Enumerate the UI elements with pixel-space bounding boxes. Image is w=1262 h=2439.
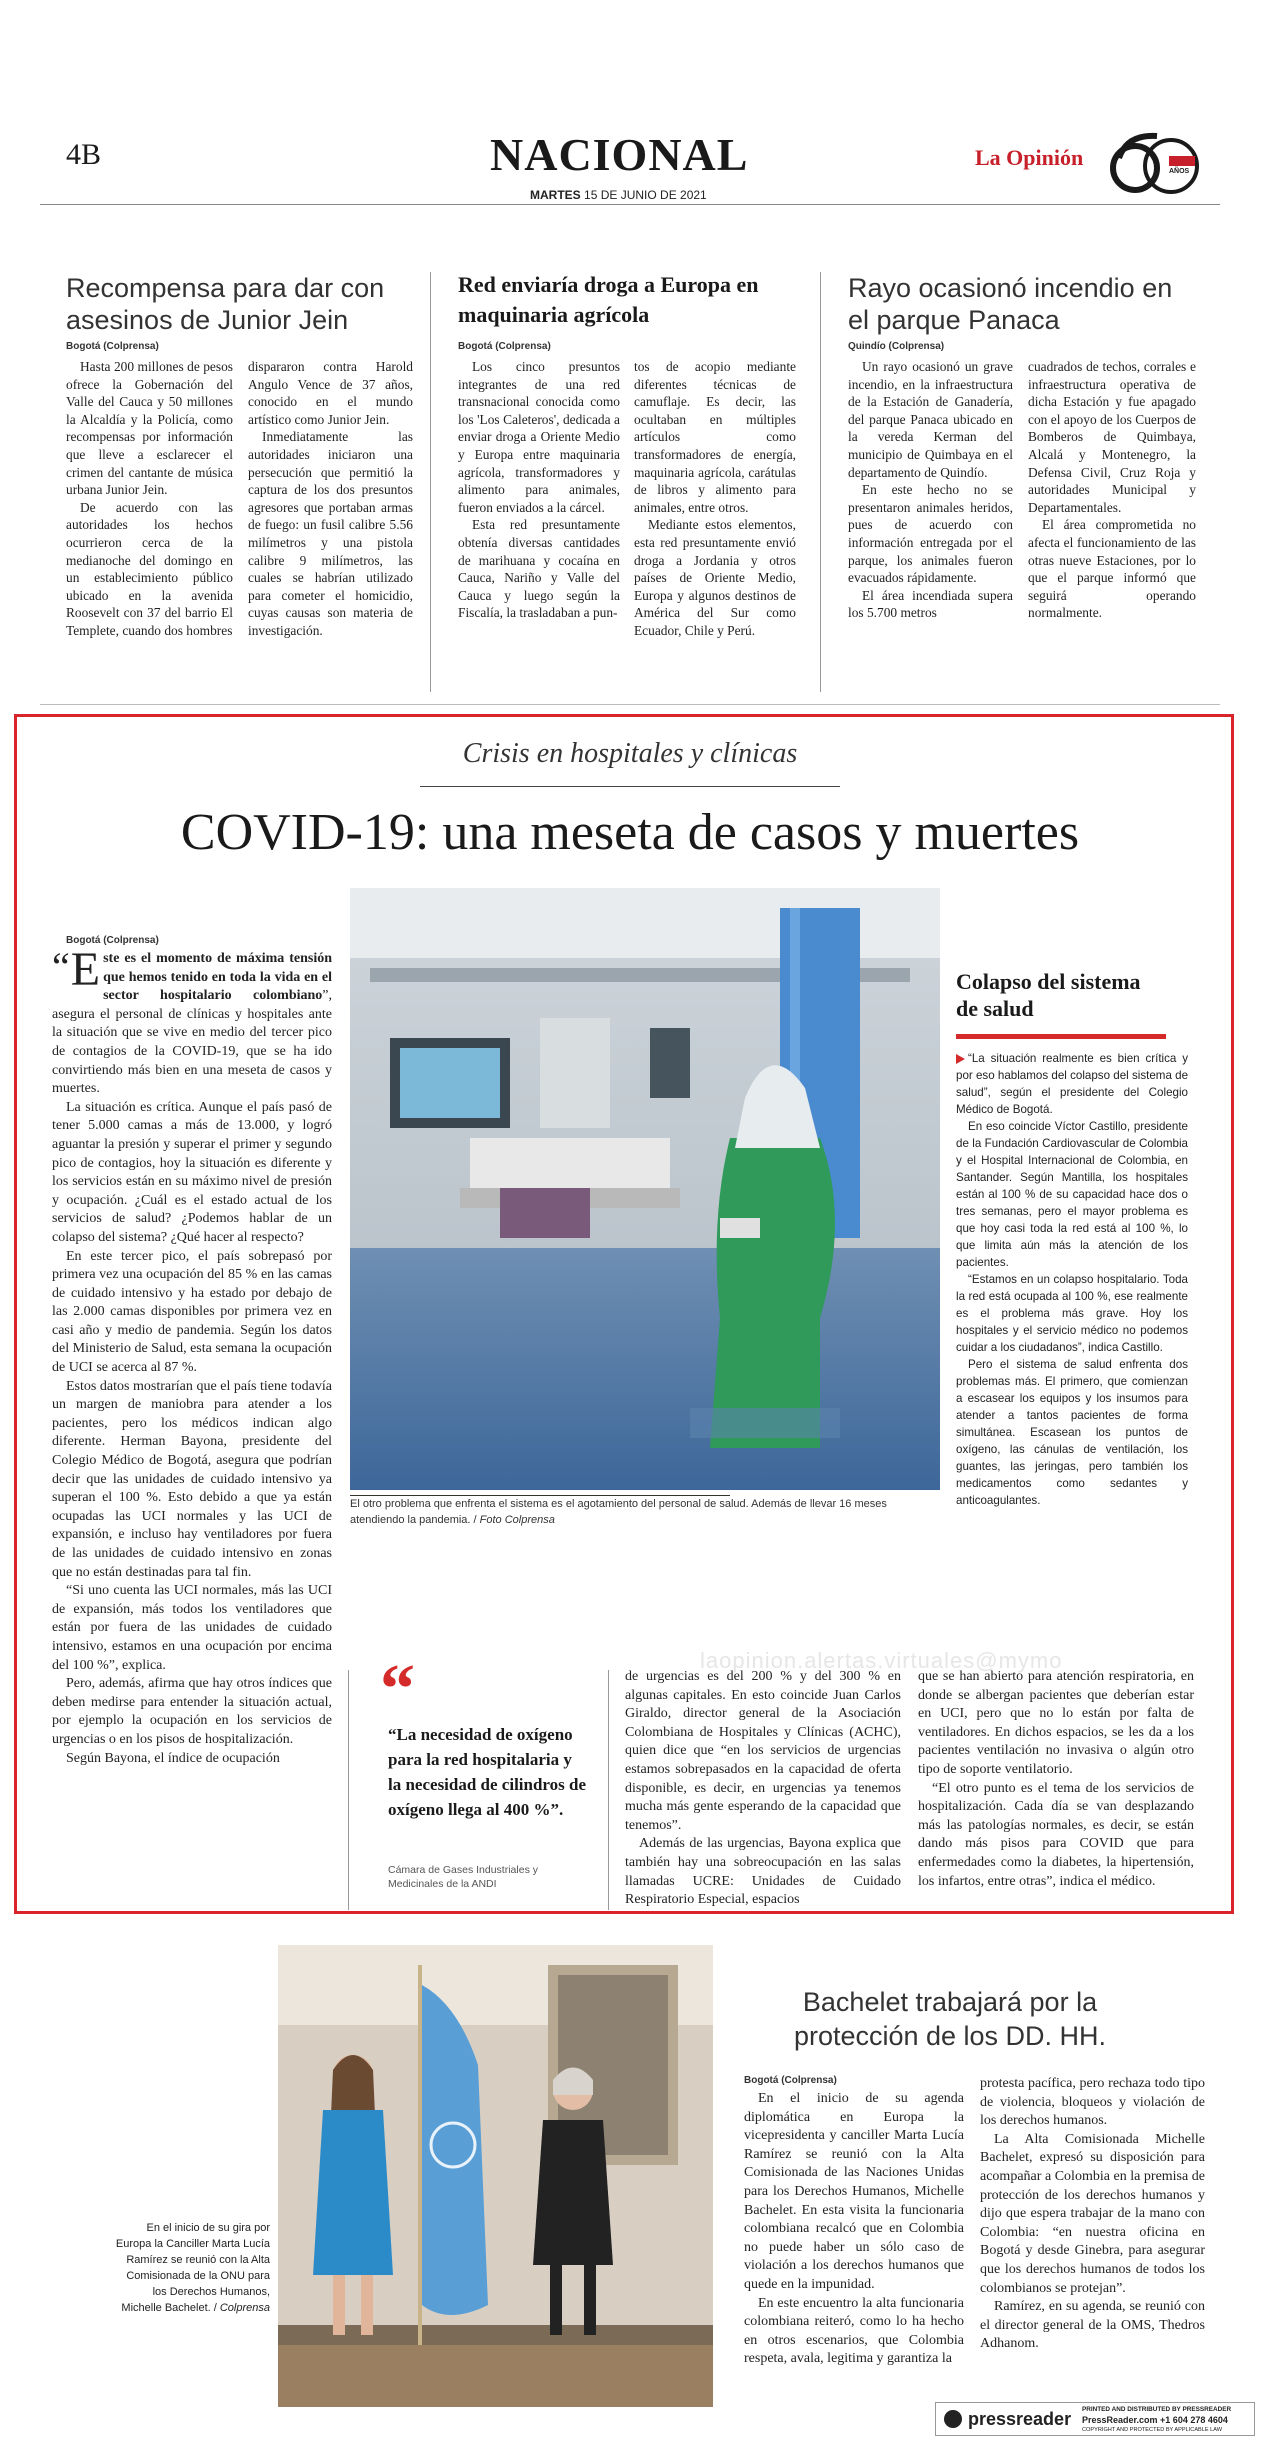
main-kicker: Crisis en hospitales y clínicas <box>462 738 798 769</box>
brand-logo: La Opinión <box>975 145 1084 170</box>
paragraph: El área incendiada supera los 5.700 metros <box>848 587 1013 621</box>
lead-bold: ste es el momento de máxima tensión que hemos tenido en toda la vida en el sector hospitalario colombiano <box>103 951 332 1004</box>
story1-credit: Bogotá (Colprensa) <box>66 341 159 352</box>
dropcap-letter: E <box>70 943 101 996</box>
paragraph: La situación es crítica. Aunque el país pasó de tener 5.000 camas a más de 13.000, y logró aguantar la presión y superar el primer y segundo pico de contagios, hoy la situación es diferente y los servicios están en su máximo nivel de presión y ocupación. ¿Cuál es el estado actual de los servicios de salud? ¿Podemos hablar de un colapso del sistema? ¿Qué hacer al respecto? <box>52 1099 332 1245</box>
story3-col2 <box>1028 358 1196 622</box>
story3-col1 <box>848 358 1013 622</box>
story2-col1 <box>458 358 620 622</box>
column-divider <box>820 272 821 692</box>
paragraph: De acuerdo con las autoridades los hechos ocurrieron cerca de la medianoche del domingo en un establecimiento público ubicado en la avenida Roosevelt con 37 del barrio El Templete, cuando dos hombres <box>66 499 233 638</box>
main-headline: COVID-19: una meseta de casos y muertes <box>180 804 1080 861</box>
kicker-rule <box>420 786 840 787</box>
column-divider <box>608 1670 609 1910</box>
photo-credit: Foto Colprensa <box>479 1514 555 1526</box>
paragraph: En eso coincide Víctor Castillo, presidente de la Fundación Cardiovascular de Colombia y el Hospital Internacional de Colombia, en Santander. Según Mantilla, los hospitales están al 100 % de su capacidad hace dos o tres semanas, pero el mayor problema es que hoy casi toda la red está al 100 %, lo que limita aún más la atención de los pacientes. <box>956 1120 1188 1269</box>
paragraph: Pero el sistema de salud enfrenta dos problemas más. El primero, que comienzan a escasear los equipos y los insumos para atender a tantos pacientes de forma simultánea. Escasean los puntos de oxígeno, las cánulas de ventilación, los guantes, las jeringas, pero también los medicamentos como sedantes y anticoagulantes. <box>956 1358 1188 1507</box>
paragraph: tos de acopio mediante diferentes técnicas de camuflaje. Es decir, las ocultaban en múltiples artículos como transformadores de energía, maquinaria agrícola, carátulas de libros y alimento para animales, entre otros. <box>634 359 796 515</box>
paragraph: En el inicio de su agenda diplomática en Europa la vicepresidenta y canciller Marta Lucía Ramírez se reunió con la Alta Comisionada de las Naciones Unidas para los Derechos Humanos, Michelle Bachelet. En esta visita la funcionaria colombiana recalcó que en Colombia no puede haber un sólo caso de violación a los derechos humanos que quede en la impunidad. <box>744 2091 964 2292</box>
sidebar-lead: “La situación realmente es bien crítica y por eso hablamos del colapso del sistema de salud”, según el presidente del Colegio Médico de Bogotá. <box>956 1052 1189 1116</box>
paragraph: Los cinco presuntos integrantes de una red transnacional conocida como los 'Los Caleteros', dedicada a enviar droga a Oriente Medio y Europa entre maquinaria agrícola, transformadores y alimento para animales, fueron enviados a la cárcel. <box>458 359 620 515</box>
bottom-headline: Bachelet trabajará por la protección de los DD. HH. <box>793 1987 1107 2051</box>
main-col3 <box>625 1668 901 1910</box>
bottom-col2 <box>980 2075 1205 2354</box>
bottom-photo-credit: Colprensa <box>219 2302 270 2314</box>
story3-headline: Rayo ocasionó incendio en el parque Panaca <box>848 273 1173 335</box>
main-col1 <box>52 943 332 1768</box>
issue-date <box>530 188 707 202</box>
story1-headline: Recompensa para dar con asesinos de Junior Jein <box>66 273 385 335</box>
section-rule <box>40 704 1220 705</box>
sidebar-rule <box>956 1034 1166 1039</box>
header-rule <box>40 204 1220 205</box>
dropcap-quote: “ <box>52 944 70 989</box>
paragraph: que se han abierto para atención respiratoria, en donde se albergan pacientes que deberían estar en UCI, pero que no lo están por falta de ventiladores. En dichos espacios, se les da a los pacientes ventilación no invasiva o algún otro tipo de soporte ventilatorio. <box>918 1669 1194 1777</box>
bottom-credit: Bogotá (Colprensa) <box>744 2075 837 2086</box>
bachelet-photo <box>278 1945 713 2407</box>
photo-caption <box>350 1496 890 1528</box>
pressreader-logo: pressreader <box>968 2409 1072 2429</box>
footer-line-1: PRINTED AND DISTRIBUTED BY PRESSREADER <box>1082 2406 1232 2413</box>
paragraph: protesta pacífica, pero rechaza todo tipo de violencia, bloqueos y violación de los derechos humanos. <box>980 2076 1205 2129</box>
paragraph: En este hecho no se presentaron animales heridos, pues de acuerdo con información entregada por el parque, los animales fueron evacuados rápidamente. <box>848 482 1013 586</box>
story1-col1 <box>66 358 233 640</box>
paragraph: Según Bayona, el índice de ocupación <box>66 1750 280 1766</box>
paragraph: Hasta 200 millones de pesos ofrece la Gobernación del Valle del Cauca y 50 millones la Alcaldía y la Policía, como recompensas por información que lleve a esclarecer el crimen del cantante de música urbana Junior Jein. <box>66 359 233 498</box>
pressreader-icon <box>944 2410 962 2428</box>
bottom-photo-caption-text: En el inicio de su gira por Europa la Canciller Marta Lucía Ramírez se reunió con la Alta Comisionada de la ONU para los Derechos Humanos, Michelle Bachelet. / <box>115 2222 270 2314</box>
story2-headline: Red enviaría droga a Europa en maquinaria agrícola <box>458 272 759 327</box>
lead-paragraph <box>52 943 332 1099</box>
pull-quote: “La necesidad de oxígeno para la red hospitalaria y la necesidad de cilindros de oxígeno llega al 400 %”. <box>388 1725 587 1819</box>
lead-rest: ”, asegura el personal de clínicas y hospitales ante la situación que se vive en medio del tercer pico de contagios de la COVID-19, que se ha ido convirtiendo más bien en una meseta de casos y muertes. <box>52 988 332 1097</box>
footer-line-3: COPYRIGHT AND PROTECTED BY APPLICABLE LAW <box>1082 2427 1223 2433</box>
pull-quote-source: Cámara de Gases Industriales y Medicinales de la ANDI <box>388 1864 538 1890</box>
paragraph: En este tercer pico, el país sobrepasó por primera vez una ocupación del 85 % en las camas de cuidado intensivo y ha estado por debajo de las 2.000 camas disponibles por primera vez en casi año y medio de pandemia. Según los datos del Ministerio de Salud, esta semana la ocupación de UCI se acerca al 87 %. <box>52 1248 332 1376</box>
paragraph: En este encuentro la alta funcionaria colombiana reiteró, como lo ha hecho en otros escenarios, que Colombia respeta, avala, legitima y garantiza la <box>744 2295 964 2367</box>
date-day: MARTES <box>530 188 581 202</box>
paragraph: Esta red presuntamente obtenía diversas cantidades de marihuana y cocaína en Cauca, Nariño y Valle del Cauca y luego según la Fiscalía, la trasladaban a pun- <box>458 517 620 621</box>
paragraph: “El otro punto es el tema de los servicios de hospitalización. Cada día se van desplazando más las patologías normales, es decir, se están dando más pisos para COVID que para enfermedades como la diabetes, la hipertensión, los infartos, entre otras”, indica el médico. <box>918 1780 1194 1889</box>
story2-credit: Bogotá (Colprensa) <box>458 341 551 352</box>
paragraph: Estos datos mostrarían que el país tiene todavía un margen de maniobra para atender a los pacientes, pero los médicos indican algo diferente. Herman Bayona, presidente del Colegio Médico de Bogotá, asegura que podrían decir que las unidades de cuidado intensivo ya superan el 100 %. Esto debido a que ya están ocupadas las UCI normales y las UCI de expansión, e incluso hay ventiladores por fuera de las unidades de cuidado intensivo en zonas que no están destinadas para tal fin. <box>52 1378 332 1580</box>
paragraph: El área comprometida no afecta el funcionamiento de las otras nueve Estaciones, por lo que el parque informó que seguirá operando normalmente. <box>1028 517 1196 621</box>
paragraph: Además de las urgencias, Bayona explica que también hay una sobreocupación en las salas llamadas UCRE: Unidades de Cuidado Respiratorio Especial, espacios <box>625 1836 901 1908</box>
main-credit: Bogotá (Colprensa) <box>66 935 159 946</box>
hospital-photo <box>350 888 940 1490</box>
paragraph: “Si uno cuenta las UCI normales, más las UCI de expansión, más todos los ventiladores que están por fuera de las unidades de cuidado intensivo, estamos en una ocupación por encima del 100 %”, explica. <box>52 1583 332 1673</box>
paragraph: “Estamos en un colapso hospitalario. Toda la red está ocupada al 100 %, ese realmente es el problema más grave. Hoy los hospitales y el servicio médico no podemos cuidar a los ciudadanos”, indica Castillo. <box>956 1273 1188 1354</box>
sidebar-text <box>956 1050 1188 1509</box>
bottom-photo-caption <box>112 2220 270 2316</box>
quote-mark-icon: “ <box>380 1651 415 1728</box>
paragraph: de urgencias es del 200 % y del 300 % en algunas capitales. En esto coincide Juan Carlos Giraldo, director general de la Asociación Colombiana de Hospitales y Clínicas (ACHC), quien dice que “en los servicios de urgencias estamos sobrepasados en la capacidad de oferta disponible, es decir, en urgencias ya tenemos mucha más gente esperando de la capacidad que tenemos”. <box>625 1669 901 1833</box>
paragraph: Pero, además, afirma que hay otros índices que deben medirse para entender la situación actual, por ejemplo la ocupación en los servicios de urgencias o en los pisos de hospitalización. <box>52 1676 332 1747</box>
anniversary-label: AÑOS <box>1169 168 1190 175</box>
main-col4 <box>918 1668 1194 1891</box>
watermark: laopinion.alertas.virtuales@mymo <box>700 1648 1063 1673</box>
paragraph: dispararon contra Harold Angulo Vence de 37 años, conocido en el mundo artístico como Junior Jein. <box>248 359 413 427</box>
caption-rule <box>350 1495 730 1496</box>
paragraph: Un rayo ocasionó un grave incendio, en la infraestructura de la Estación de Ganadería, del parque Panaca ubicado en la vereda Kerman del municipio de Quimbaya en el departamento de Quindío. <box>848 359 1013 480</box>
story2-col2 <box>634 358 796 640</box>
page-number: 4B <box>66 138 102 171</box>
paragraph: Ramírez, en su agenda, se reunió con el director general de la OMS, Thedros Adhanom. <box>980 2299 1205 2352</box>
paragraph: La Alta Comisionada Michelle Bachelet, expresó su disposición para acompañar a Colombia en la premisa de protección de los derechos humanos y dijo que espera trabajar de la mano con Colombia: “en nuestra oficina en Bogotá y desde Ginebra, para asegurar que los derechos humanos de todos los colombianos se protejan”. <box>980 2131 1205 2296</box>
story3-credit: Quindío (Colprensa) <box>848 341 945 352</box>
bottom-col1 <box>744 2090 964 2369</box>
paragraph: cuadrados de techos, corrales e infraestructura operativa de dicha Estación y fue apagado con el apoyo de los Cuerpos de Bomberos de Quimbaya, Alcalá y Montenegro, la Defensa Civil, Cruz Roja y autoridades Municipal y Departamentales. <box>1028 359 1196 515</box>
pressreader-footer <box>935 2402 1255 2436</box>
sidebar-title: Colapso del sistema de salud <box>956 969 1141 1021</box>
paragraph: Mediante estos elementos, esta red presuntamente envió droga a Jordania y otros países de Oriente Medio, Europa y algunos destinos de América del Sur como Ecuador, Chile y Perú. <box>634 517 796 638</box>
date-rest: 15 DE JUNIO DE 2021 <box>584 188 707 202</box>
paragraph: Inmediatamente las autoridades iniciaron una persecución que permitió la captura de los dos presuntos agresores que portaban armas de fuego: un fusil calibre 5.56 milímetros y una pistola calibre 9 milímetros, las cuales se habrían utilizado para cometer el homicidio, cuyas causas son materia de investigación. <box>248 429 413 638</box>
column-divider <box>348 1670 349 1910</box>
story1-col2 <box>248 358 413 640</box>
footer-line-2: PressReader.com +1 604 278 4604 <box>1082 2415 1228 2425</box>
photo-caption-text: El otro problema que enfrenta el sistema es el agotamiento del personal de salud. Además de llevar 16 meses atendiendo la pandemia. / <box>350 1498 887 1526</box>
anniversary-logo <box>1105 128 1205 198</box>
section-title: NACIONAL <box>490 129 749 180</box>
anniversary-number <box>1105 128 1106 129</box>
column-divider <box>430 272 431 692</box>
paragraph <box>956 1050 1188 1118</box>
triangle-icon <box>956 1054 965 1064</box>
